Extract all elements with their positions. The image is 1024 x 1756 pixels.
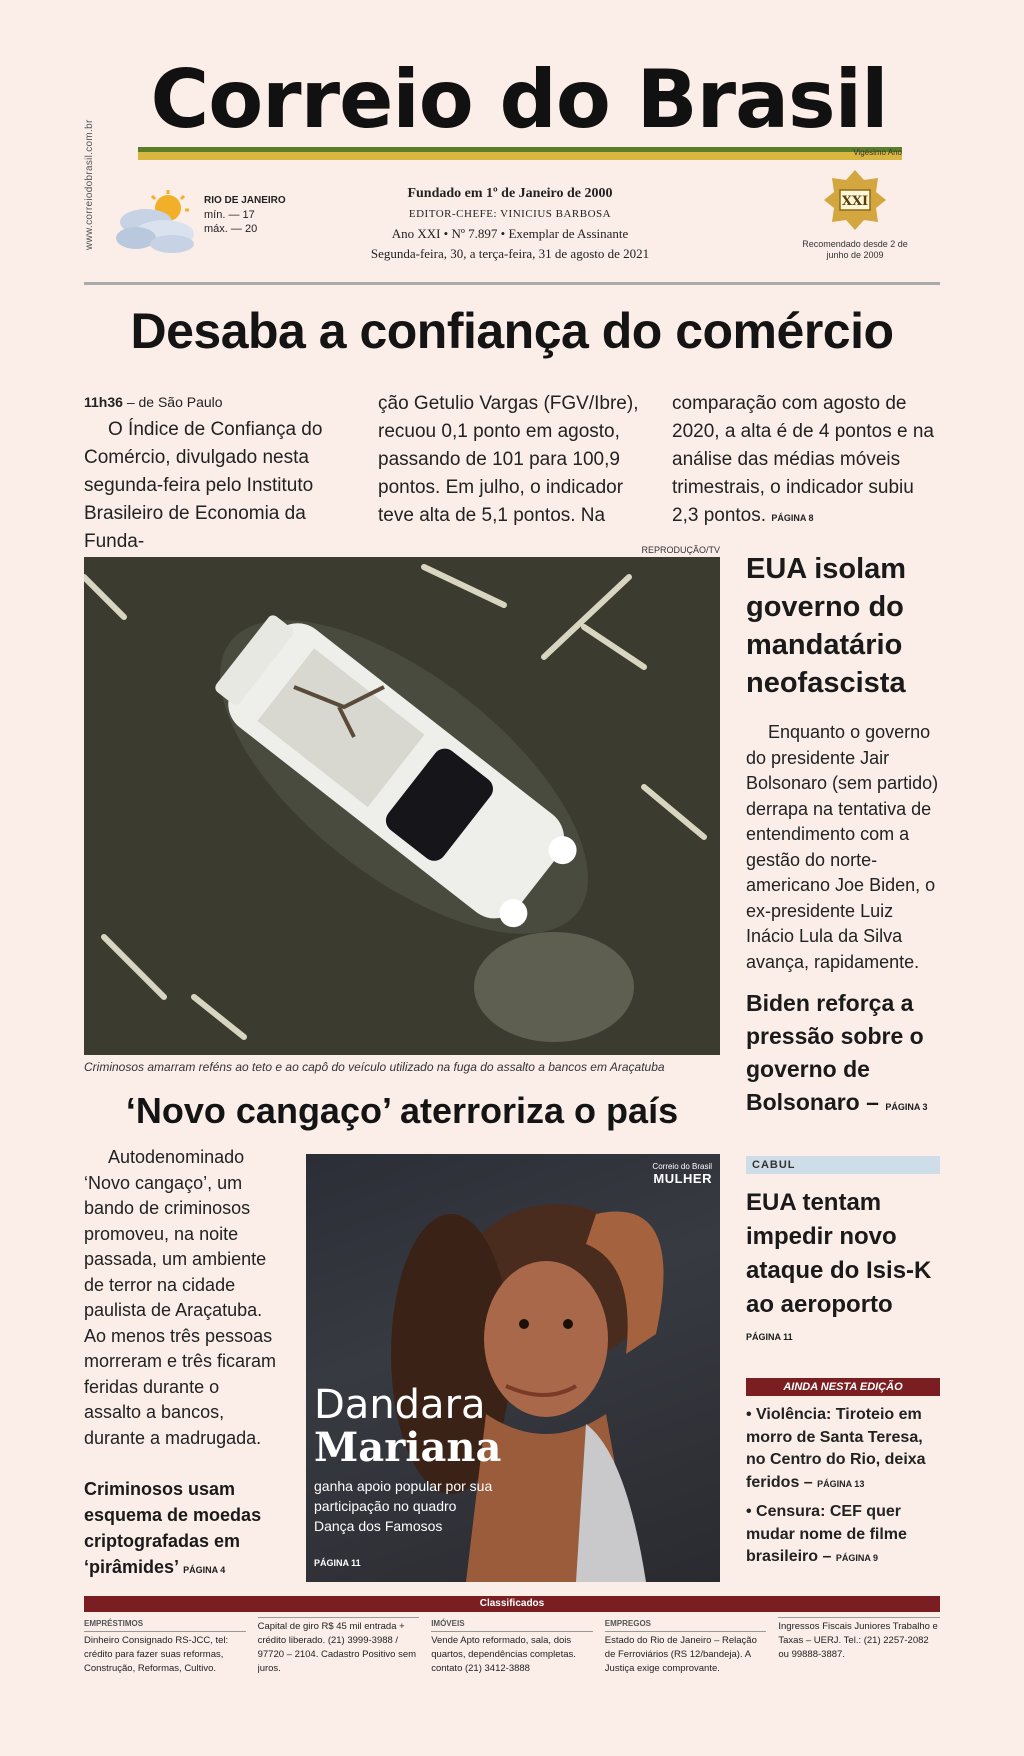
- newspaper-title: Correio do Brasil: [150, 53, 888, 146]
- seal: [800, 168, 910, 261]
- lead-text-1: O Índice de Confiança do Comércio, divulgado nesta segunda-feira pelo Instituto Brasileiro de Economia da Funda-: [84, 419, 323, 552]
- section-label-ainda: AINDA NESTA EDIÇÃO: [746, 1378, 940, 1396]
- weather-min: mín. — 17: [204, 209, 255, 221]
- weather-box: [110, 188, 290, 258]
- lead-text-3: comparação com agosto de 2020, a alta é de 4 pontos e na análise das médias móveis trimestrais, o indicador subiu 2,3 pontos.: [672, 393, 934, 526]
- classified-ad: EMPREGOS Estado do Rio de Janeiro – Relação de Ferroviários (RS 12/bandeja). A Justiça exige comprovante.: [605, 1617, 767, 1707]
- light-glare: [474, 932, 634, 1042]
- story2-page-ref[interactable]: PÁGINA 4: [183, 1565, 226, 1575]
- right-h2-page-ref[interactable]: PÁGINA 3: [885, 1102, 928, 1112]
- right-headline-1[interactable]: EUA isolam governo do mandatário neofascista: [746, 553, 907, 699]
- side-url: www.correiodobrasil.com.br: [84, 119, 95, 250]
- eye-shape: [519, 1319, 529, 1329]
- magazine-name-last: Mariana: [314, 1424, 502, 1471]
- right-h3-page-ref[interactable]: PÁGINA 11: [746, 1332, 793, 1342]
- right-column-lower: [746, 1186, 940, 1342]
- ainda-list: [746, 1404, 940, 1576]
- dateline: 11h36 – de São Paulo: [84, 394, 223, 410]
- right-body: Enquanto o governo do presidente Jair Bolsonaro (sem partido) derrapa na tentativa de entendimento com a gestão do norte-americano Joe Biden, o ex-presidente Luiz Inácio Lula da Silva avança, rapidamente.: [746, 722, 939, 972]
- lead-column-1: [84, 388, 354, 556]
- story2-headline[interactable]: ‘Novo cangaço’ aterroriza o país: [125, 1090, 679, 1131]
- editor-line: EDITOR-CHEFE: VINICIUS BARBOSA: [408, 208, 612, 220]
- magazine-page-ref[interactable]: PÁGINA 11: [314, 1558, 361, 1568]
- anniversary-seal-icon: [820, 168, 890, 230]
- classified-ad: EMPRÉSTIMOS Dinheiro Consignado RS-JCC, tel: crédito para fazer suas reformas, Construção, Reformas, Cultivo.: [84, 1617, 246, 1707]
- photo-caption: Criminosos amarram reféns ao teto e ao capô do veículo utilizado na fuga do assalto a bancos em Araçatuba: [84, 1060, 665, 1074]
- classified-ad: Capital de giro R$ 45 mil entrada + crédito liberado. (21) 3999-3988 / 97720 – 2104. Cadastro Positivo sem juros.: [258, 1617, 420, 1707]
- main-photo[interactable]: [84, 557, 720, 1055]
- date-line: Segunda-feira, 30, a terça-feira, 31 de agosto de 2021: [370, 246, 650, 261]
- seal-badge: XXI: [841, 194, 869, 209]
- classifieds-columns: [84, 1617, 940, 1707]
- lead-column-2: [378, 390, 646, 530]
- section-label-cabul: CABUL: [746, 1156, 940, 1174]
- magazine-text: ganha apoio popular por sua participação no quadro Dança dos Famosos: [314, 1478, 493, 1534]
- classified-ad: Ingressos Fiscais Juniores Trabalho e Taxas – UERJ. Tel.: (21) 2257-2082 ou 99888-3887.: [778, 1617, 940, 1707]
- ainda-item[interactable]: • Censura: CEF quer mudar nome de filme brasileiro – PÁGINA 9: [746, 1503, 907, 1565]
- right-headline-3[interactable]: EUA tentam impedir novo ataque do Isis-K ao aeroporto: [746, 1189, 932, 1318]
- weather-city: RIO DE JANEIRO: [204, 195, 286, 206]
- lead-page-ref[interactable]: PÁGINA 8: [771, 513, 814, 523]
- issue-info: [320, 184, 700, 264]
- classifieds-bar: Classificados: [84, 1596, 940, 1612]
- weather-max: máx. — 20: [204, 223, 258, 235]
- story2-text: Autodenominado ‘Novo cangaço’, um bando de criminosos promoveu, na noite passada, um ambiente de terror na cidade paulista de Araçatuba. Ao menos três pessoas morreram e três ficaram feridas durante o assalto a bancos, durante a madrugada.: [84, 1147, 277, 1448]
- founded-line: Fundado em 1º de Janeiro de 2000: [407, 186, 613, 201]
- weather-cloud-sun-icon: [110, 188, 202, 258]
- lead-column-3: [672, 390, 940, 532]
- masthead-rule: [84, 282, 940, 285]
- magazine-cover[interactable]: [306, 1154, 720, 1582]
- photo-credit: REPRODUÇÃO/TV: [641, 545, 720, 555]
- masthead-flag-bar: [138, 147, 902, 160]
- eye-shape: [563, 1319, 573, 1329]
- classified-ad: IMÓVEIS Vende Apto reformado, sala, dois quartos, dependências completas. contato (21) 3412-3888: [431, 1617, 593, 1707]
- story2-subheadline[interactable]: Criminosos usam esquema de moedas criptografadas em ‘pirâmides’ PÁGINA 4: [84, 1479, 262, 1577]
- main-headline[interactable]: Desaba a confiança do comércio: [130, 303, 894, 359]
- seal-caption: Recomendado desde 2 de junho de 2009: [802, 239, 908, 260]
- lead-text-2: ção Getulio Vargas (FGV/Ibre), recuou 0,1 ponto em agosto, passando de 101 para 100,9 pontos. Em julho, o indicador teve alta de 5,1 pontos. Na: [378, 393, 639, 526]
- magazine-logo: Correio do Brasil MULHER: [652, 1162, 712, 1186]
- weather-text: [204, 194, 286, 236]
- right-headline-2[interactable]: Biden reforça a pressão sobre o governo de Bolsonaro – PÁGINA 3: [746, 990, 928, 1115]
- edition-tag: Vigésimo Ano: [853, 148, 902, 157]
- ainda-item[interactable]: • Violência: Tiroteio em morro de Santa Teresa, no Centro do Rio, deixa feridos – PÁGINA 13: [746, 1406, 926, 1491]
- right-column: [746, 550, 940, 1124]
- aerial-car-illustration: [84, 557, 720, 1055]
- story2-body: [84, 1145, 280, 1451]
- masthead: [134, 53, 904, 146]
- magazine-name-first: Dandara: [314, 1382, 486, 1428]
- issue-line: Ano XXI • Nº 7.897 • Exemplar de Assinante: [391, 226, 629, 241]
